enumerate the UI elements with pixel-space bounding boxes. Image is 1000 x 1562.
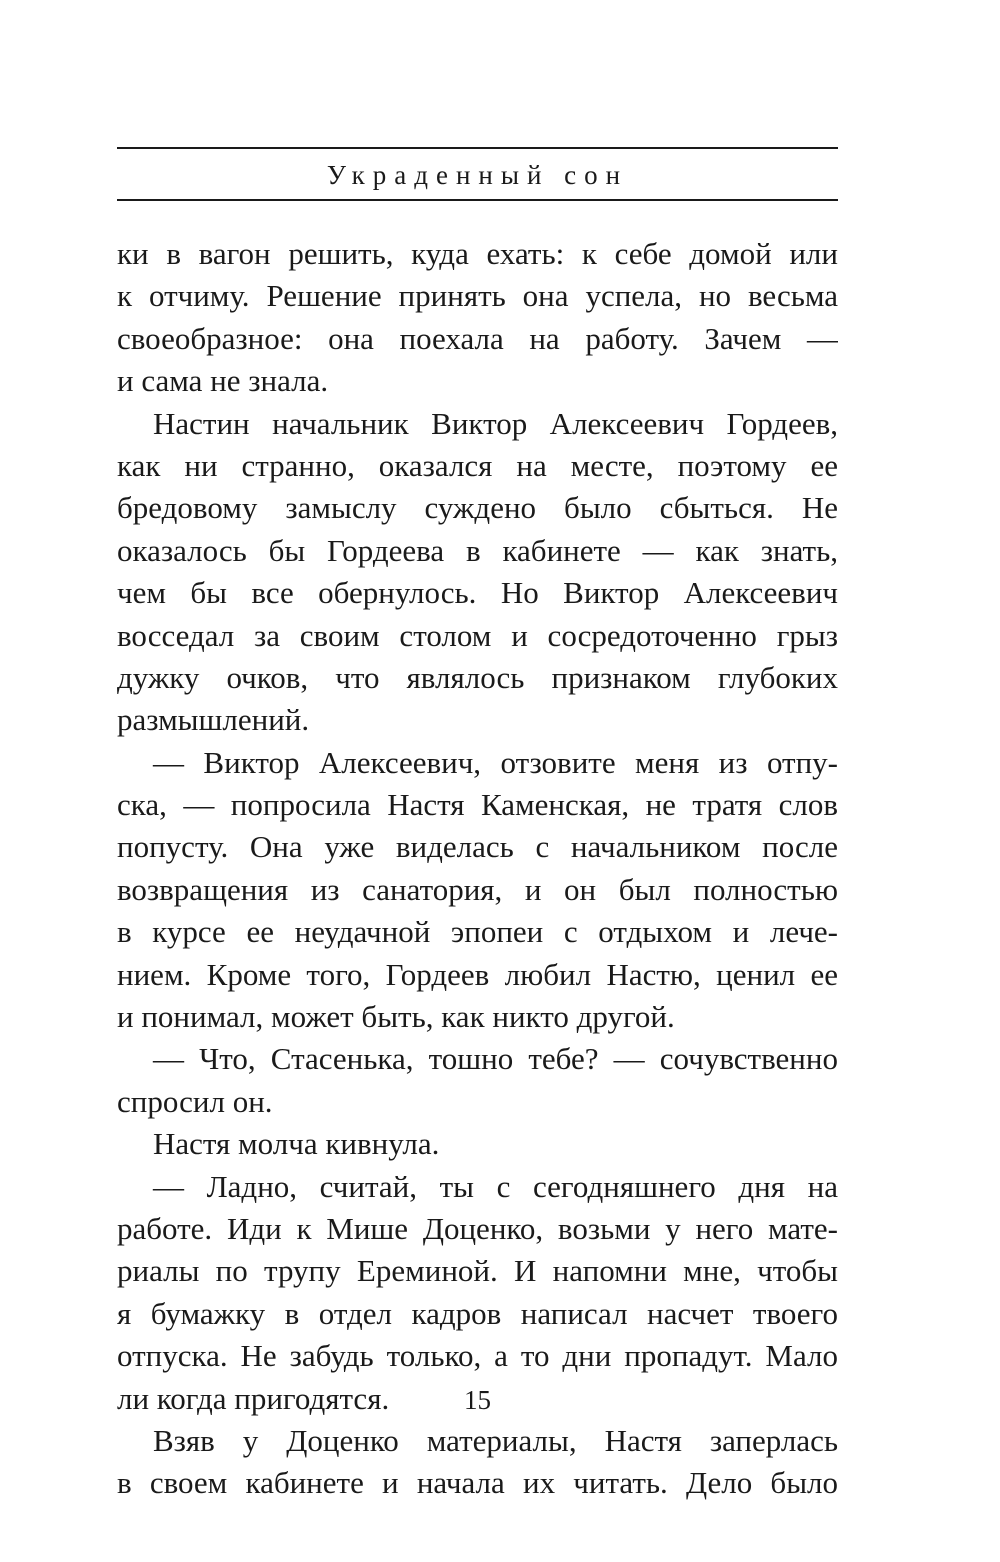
text-line: — Виктор Алексеевич, отзовите меня из отпу-: [153, 744, 838, 780]
text-line: я бумажку в отдел кадров написал насчет твоего: [117, 1295, 838, 1331]
text-line: спросил он.: [117, 1083, 273, 1119]
text-line: отпуска. Не забудь только, а то дни пропадут. Мало: [117, 1338, 838, 1374]
text-line: ска, — попросила Настя Каменская, не тратя слов: [117, 787, 838, 823]
text-line: Настя молча кивнула.: [153, 1126, 440, 1162]
text-line: ли когда пригодятся.: [117, 1380, 390, 1416]
text-line: Взяв у Доценко материалы, Настя заперлась: [153, 1422, 838, 1458]
body-text: [117, 233, 838, 1505]
text-line: и сама не знала.: [117, 363, 329, 399]
text-line: нием. Кроме того, Гордеев любил Настю, ценил ее: [117, 956, 838, 992]
text-line: ки в вагон решить, куда ехать: к себе домой или: [117, 236, 838, 271]
text-line: оказалось бы Гордеева в кабинете — как знать,: [117, 532, 838, 568]
text-line: к отчиму. Решение принять она успела, но весьма: [117, 278, 838, 314]
text-line: попусту. Она уже виделась с начальником после: [117, 829, 838, 865]
header-rule-bottom: [117, 199, 838, 201]
text-line: возвращения из санатория, и он был полностью: [117, 871, 838, 907]
text-line: бредовому замыслу суждено было сбыться. Не: [117, 490, 838, 526]
text-line: в курсе ее неудачной эпопеи с отдыхом и лече-: [117, 914, 838, 950]
text-line: в своем кабинете и начала их читать. Дело было: [117, 1465, 838, 1501]
text-line: риалы по трупу Ереминой. И напомни мне, чтобы: [117, 1253, 838, 1289]
running-title: Украденный сон: [326, 160, 629, 190]
text-line: — Ладно, считай, ты с сегодняшнего дня на: [153, 1168, 838, 1204]
text-line: и понимал, может быть, как никто другой.: [117, 999, 675, 1035]
text-line: — Что, Стасенька, тошно тебе? — сочувственно: [153, 1041, 838, 1077]
text-line: Настин начальник Виктор Алексеевич Гордеев,: [153, 405, 838, 441]
text-line: работе. Иди к Мише Доценко, возьми у него мате-: [117, 1210, 838, 1246]
header-rule-top: [117, 147, 838, 149]
text-line: как ни странно, оказался на месте, поэтому ее: [117, 447, 838, 483]
text-line: чем бы все обернулось. Но Виктор Алексеевич: [117, 575, 838, 611]
text-line: своеобразное: она поехала на работу. Зачем —: [117, 320, 838, 356]
text-line: дужку очков, что являлось признаком глубоких: [117, 659, 838, 695]
page-number: 15: [464, 1385, 491, 1415]
text-line: восседал за своим столом и сосредоточенно грыз: [117, 617, 838, 653]
text-line: размышлений.: [117, 702, 310, 738]
